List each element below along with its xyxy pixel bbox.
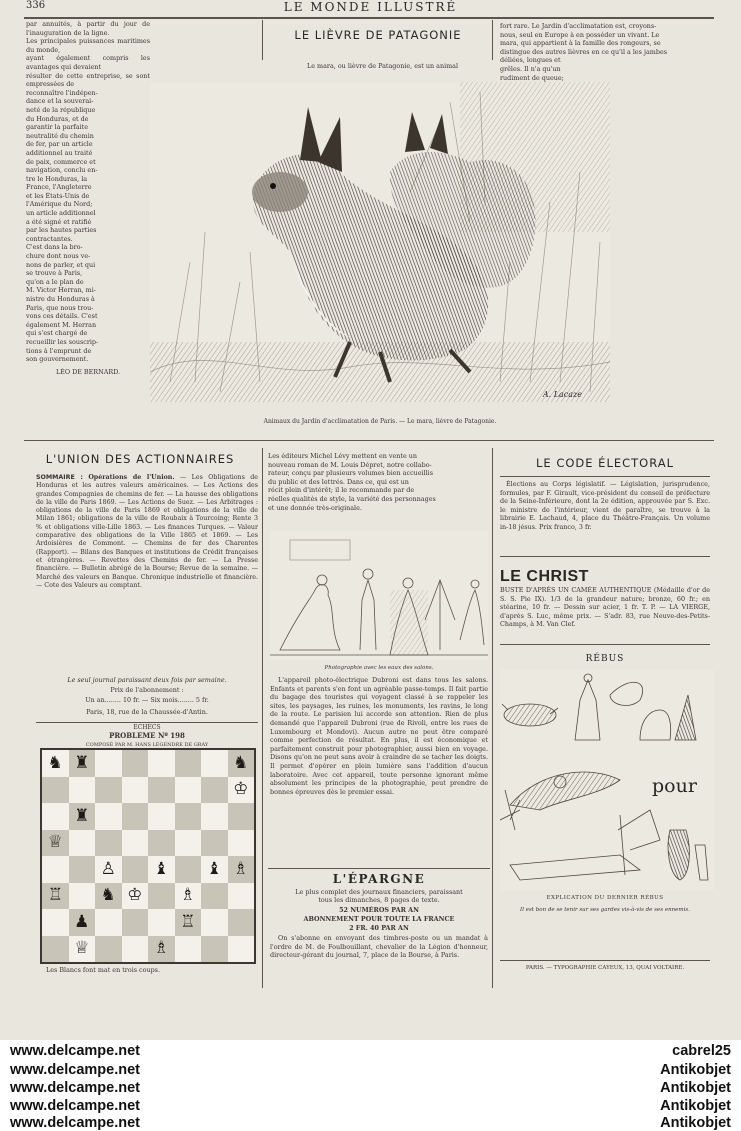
chess-square: ♖ [42, 883, 69, 910]
chess-square [122, 830, 149, 857]
rebus-illustration [500, 670, 714, 890]
chess-caption: Les Blancs font mat en trois coups. [46, 966, 160, 974]
watermark-left-1: www.delcampe.net [10, 1043, 140, 1059]
text-line: par annuités, à partir du jour de l'inauguration de la ligne. [26, 20, 150, 37]
chess-square: ♕ [74, 938, 90, 959]
text-line: France, l'Angleterre [26, 183, 92, 192]
chess-square [95, 830, 122, 857]
chess-square: ♝ [153, 858, 169, 879]
chess-square [228, 803, 255, 830]
chess-square: ♜ [69, 750, 96, 777]
text-line: Paris, que nous trou- [26, 303, 94, 312]
chess-square [122, 936, 149, 963]
union-address: Paris, 18, rue de la Chaussée-d'Antin. [86, 708, 208, 716]
text-line: grêles. Il n'a qu'un [500, 64, 561, 73]
chess-square [42, 856, 69, 883]
chess-square [228, 830, 255, 857]
chess-square [201, 830, 228, 857]
chess-square: ♜ [69, 803, 96, 830]
text-line: déliées, longues et [500, 56, 561, 65]
code-text: Élections au Corps législatif. — Législation, jurisprudence, formules, par F. Girault, vice-président du conseil de préfecture de la Seine-Inférieure, dont la 2e édition, approuvée par S. Exc. le ministre de l'intérieur, vient de paraître, se trouve à la librairie E. Lachaud, 4, place du Théâtre-Français. Un volume in-18 jésus. Prix franco, 3 fr. [500, 480, 710, 531]
text-line: et une donnée très-originale. [268, 503, 362, 512]
chess-square [175, 750, 202, 777]
levy-notice-text [268, 452, 490, 512]
sommaire-label: SOMMAIRE : [36, 474, 83, 481]
engraving-caption: Animaux du Jardin d'acclimatation de Paris. — Le mara, lièvre de Patagonie. [263, 418, 497, 425]
chess-square [122, 909, 149, 936]
christ-title: LE CHRIST [500, 568, 589, 585]
chess-square: ♞ [228, 750, 255, 777]
chess-square [175, 803, 202, 830]
article-signature: LÉO DE BERNARD. [55, 367, 121, 376]
text-line: fort rare. Le Jardin d'acclimatation est, croyons- [500, 22, 657, 30]
watermark-right-5: Antikobjet [660, 1115, 731, 1131]
chess-square: ♙ [100, 858, 116, 879]
text-line: mara, qui appartient à la famille des rongeurs, se [500, 39, 661, 48]
chess-square [95, 777, 122, 804]
text-line: récit plein d'intérêt; il le recommande par de [268, 486, 415, 495]
text-line: a été signé et ratifié [26, 217, 92, 226]
text-line: son gouvernement. [26, 355, 89, 364]
chess-square [95, 936, 122, 963]
chess-problem: PROBLÈME Nº 198 [109, 732, 185, 740]
text-line: de fer, par un article [26, 140, 93, 149]
section-rule [24, 440, 714, 441]
section-rule [36, 722, 258, 723]
watermark-right-4: Antikobjet [660, 1098, 731, 1114]
chess-square [69, 856, 96, 883]
salon-scene [270, 530, 488, 660]
sommaire-text: — Les Obligations de Honduras et les autres valeurs américaines. — Les Actions des grandes Compagnies de chemins de fer. — La hausse des obligations de la ville de Paris 1869. — Les Actions de Suez. — Les Arbitrages : obligations de la ville de Paris 1869 et obligations de la ville de Milan 1861; obligations de la ville de Roubaix à Tourcoing; Rente 3 % et obligations ville-Lille 1863. — Les finances Turques. — Valeur comparative des obligations de la Ville 1865 et 1869. — Les Ardoisières de Commont. — Chemins de fer des Charentes (Rapport). — Bilans des Banques et institutions de Crédit françaises et étrangères. — Revettes des Chemins de fer. — La Presse financière. — Bulletin abrégé de la Bourse; Revue de la semaine. — Marché des valeurs en Banque. Chronique industrielle et financière. — Cote des Valeurs au comptant. [36, 474, 258, 589]
text-line: nouveau roman de M. Louis Dépret, notre collabo- [268, 460, 432, 469]
chess-square [148, 883, 175, 910]
chess-square: ♔ [233, 779, 249, 800]
chess-square [122, 777, 149, 804]
chess-square [201, 803, 228, 830]
epargne-price: 2 FR. 40 PAR AN [349, 924, 409, 932]
watermark-left-4: www.delcampe.net [10, 1098, 140, 1114]
chess-square [228, 909, 255, 936]
text-line: tre le Honduras, la [26, 174, 88, 183]
rebus-caption: EXPLICATION DU DERNIER RÉBUS [546, 895, 664, 901]
text-line: qui s'est chargé de [26, 329, 88, 338]
text-line: se trouve à Paris, [26, 269, 83, 278]
header-rule [24, 17, 714, 19]
text-line: nistre du Honduras à [26, 295, 95, 303]
sommaire-head: Opérations de l'Union. [88, 474, 175, 481]
chess-square [148, 750, 175, 777]
text-line: C'est dans la bro- [26, 243, 83, 252]
text-line: qu'on a le plan de [26, 277, 84, 286]
text-line: neté de la république [26, 105, 96, 114]
chess-square: ♕ [42, 830, 69, 857]
text-line: ayant également compris les avantages qui devaient [26, 54, 150, 71]
rebus-drawing [500, 670, 714, 890]
text-line: du Honduras, et de [26, 114, 89, 123]
christ-text: BUSTE D'APRÈS UN CAMÉE AUTHENTIQUE (Médaille d'or de S. S. Pie IX). 1/3 de la grandeur nature; bronze, 60 fr.; en stéarine, 10 fr. — Dessin sur acier, 1 fr. T. P. — LA VIERGE, d'après S. Luc, même prix. — S'adr. 83, rue Neuve-des-Petits-Champs, à M. Van Clef. [500, 586, 710, 629]
epargne-line4: ABONNEMENT POUR TOUTE LA FRANCE [303, 915, 455, 923]
levy-notice [268, 452, 490, 522]
journal-title: LE MONDE ILLUSTRÉ [283, 0, 458, 14]
text-line: résulter de cette entreprise, se sont empressées de [26, 71, 150, 89]
code-title: LE CODE ÉLECTORAL [535, 456, 675, 470]
chess-square [175, 936, 202, 963]
chess-square [175, 777, 202, 804]
chess-square [42, 909, 69, 936]
chess-square: ♗ [180, 885, 196, 906]
text-line: M. Victor Herran, mi- [26, 286, 96, 295]
text-line: réelles qualités de style, la variété des personnages [268, 494, 436, 503]
chess-square [201, 750, 228, 777]
text-line: garantir la parfaite [26, 123, 88, 132]
watermark-right-2: Antikobjet [660, 1062, 731, 1078]
text-line: Les éditeurs Michel Lévy mettent en vente un [268, 452, 418, 460]
text-line: vons ces détails. C'est [26, 312, 98, 321]
lievre-intro: Le mara, ou lièvre de Patagonie, est un animal [306, 62, 459, 70]
text-line: rateur, conçu par plusieurs volumes bien accueillis [268, 469, 433, 478]
epargne-title: L'ÉPARGNE [332, 872, 426, 886]
text-line: recueillir les souscrip- [26, 337, 99, 346]
text-line: Les principales puissances maritimes du monde, [26, 37, 150, 54]
section-rule [500, 960, 710, 961]
column-rule [492, 448, 493, 988]
chess-square [42, 936, 69, 963]
chess-square [95, 909, 122, 936]
mara-illustration [150, 82, 610, 402]
union-summary [36, 474, 258, 674]
chess-square: ♖ [175, 909, 202, 936]
text-line: tions à l'emprunt de [26, 346, 92, 355]
text-line: rudiment de queue; [500, 73, 564, 82]
text-line: neutralité du chemin [26, 131, 94, 140]
chess-square [122, 750, 149, 777]
honduras-article [26, 20, 150, 410]
section-rule [500, 556, 710, 557]
chess-board [40, 748, 256, 964]
chess-square: ♝ [206, 858, 222, 879]
text-line: navigation, conclu en- [26, 166, 98, 175]
watermark-right-3: Antikobjet [660, 1080, 731, 1096]
section-rule [500, 644, 710, 645]
text-line: également M. Herran [26, 320, 97, 329]
chess-square [42, 803, 69, 830]
chess-square [69, 830, 96, 857]
chess-square [148, 830, 175, 857]
photo-caption: Photographie avec les eaux des salons. [324, 665, 434, 671]
printer-imprint: PARIS. — TYPOGRAPHIE CAYEUX, 13, QUAI VOLTAIRE. [525, 965, 685, 971]
chess-square [201, 777, 228, 804]
chess-square [175, 856, 202, 883]
union-price-label: Prix de l'abonnement : [110, 686, 184, 694]
chess-square [228, 936, 255, 963]
chess-square [148, 803, 175, 830]
text-line: nous, seul en Europe à en posséder un vivant. Le [500, 30, 660, 39]
chess-square [148, 777, 175, 804]
honduras-article-text [26, 20, 150, 364]
chess-square [228, 883, 255, 910]
rebus-word: pour [652, 775, 697, 797]
chess-square: ♞ [95, 883, 122, 910]
engraving-signature: A. Lacaze [542, 390, 582, 399]
mara-engraving [150, 82, 610, 402]
lievre-title: LE LIÈVRE DE PATAGONIE [294, 28, 462, 42]
photography-illustration [270, 530, 488, 660]
watermark-right-1: cabrel25 [672, 1043, 731, 1059]
text-line: additionnel au traité [26, 148, 93, 157]
rebus-title: RÉBUS [585, 654, 625, 664]
chess-square [201, 936, 228, 963]
chess-square [69, 883, 96, 910]
chess-square [201, 883, 228, 910]
union-prices: Un an........ 10 fr. — Six mois........ 5 fr. [85, 696, 209, 704]
text-line: l'Amérique du Nord; [26, 200, 93, 209]
chess-heading: ÉCHECS [133, 724, 161, 731]
union-italic: Le seul journal paraissant deux fois par semaine. [67, 676, 227, 684]
chess-square: ♞ [47, 752, 63, 773]
chess-square [201, 909, 228, 936]
rebus-answer: Il est bon de se tenir sur ses gardes vis-à-vis de ses ennemis. [520, 907, 690, 913]
chess-square [122, 856, 149, 883]
chess-square: ♔ [127, 885, 143, 906]
watermark-left-5: www.delcampe.net [10, 1115, 140, 1131]
chess-square [95, 803, 122, 830]
chess-square [122, 803, 149, 830]
column-rule [262, 20, 263, 60]
column-rule [492, 20, 493, 60]
watermark-left-3: www.delcampe.net [10, 1080, 140, 1096]
chess-square [69, 777, 96, 804]
column-rule [262, 448, 263, 988]
chess-square [148, 909, 175, 936]
union-title: L'UNION DES ACTIONNAIRES [45, 452, 235, 466]
page-number: 336 [26, 0, 46, 11]
epargne-line1: Le plus complet des journaux financiers, paraissant [295, 888, 463, 896]
dubroni-article: L'appareil photo-électrique Dubroni est dans tous les salons. Enfants et parents s'en font un agréable passe-temps. Il fait partie du bagage des touristes qui voyagent classé à se rappeler les sites, les paysages, les ruines, les monuments, les ravins, le long de la route. Le parisien lui accorde son attention. Rien de plus demandé que l'appareil Dubroni (rue de Rivoli, entre les rues de Luxembourg et Mondovi). Aucun autre ne peut être comparé comme perfection de résultat. En plus, il est économique et parfaitement construit pour photographier, aussi bien en voyage. Disons qu'on ne peut sans avoir à craindre de se tacher les doigts. Il permet d'opérer en plein lumière sans l'addition d'aucun laboratoire. Avec cet appareil, toute personne ignorant même absolument les principes de la photographie, peut prendre de bonnes épreuves dès le premier essai. [270, 676, 488, 796]
chess-square [42, 777, 69, 804]
epargne-line3: 52 NUMÉROS PAR AN [339, 906, 419, 914]
epargne-line2: tous les dimanches, 8 pages de texte. [318, 896, 440, 904]
section-rule [500, 476, 710, 477]
text-line: distingue des autres lièvres en ce qu'il a les jambes [500, 47, 668, 56]
text-line: contractantes. [26, 234, 73, 243]
text-line: et les États-Unis de [26, 191, 90, 200]
text-line: dance et la souverai- [26, 97, 94, 106]
chess-square: ♗ [148, 936, 175, 963]
chess-composer: COMPOSÉ PAR M. HANS LÉGENDRE DE GRAY [85, 742, 209, 748]
text-line: chure dont nous ve- [26, 252, 91, 261]
chess-square [175, 830, 202, 857]
watermark-left-2: www.delcampe.net [10, 1062, 140, 1078]
chess-square: ♟ [69, 909, 96, 936]
section-rule [268, 868, 490, 869]
chess-square [95, 750, 122, 777]
text-line: reconnaître l'indépen- [26, 88, 98, 97]
text-line: du public et des lettrés. Dans ce, qui est un [268, 477, 409, 486]
text-line: par les hautes parties [26, 226, 97, 235]
text-line: un article additionnel [26, 209, 96, 218]
chess-square: ♗ [228, 856, 255, 883]
text-line: de paix, commerce et [26, 157, 96, 166]
epargne-text: On s'abonne en envoyant des timbres-poste ou un mandat à l'ordre de M. de Foulbouillant, chevalier de la Légion d'honneur, directeur-gérant du journal, 7, place de la Bourse, à Paris. [270, 934, 488, 960]
text-line: nons de parler, et qui [26, 260, 96, 269]
